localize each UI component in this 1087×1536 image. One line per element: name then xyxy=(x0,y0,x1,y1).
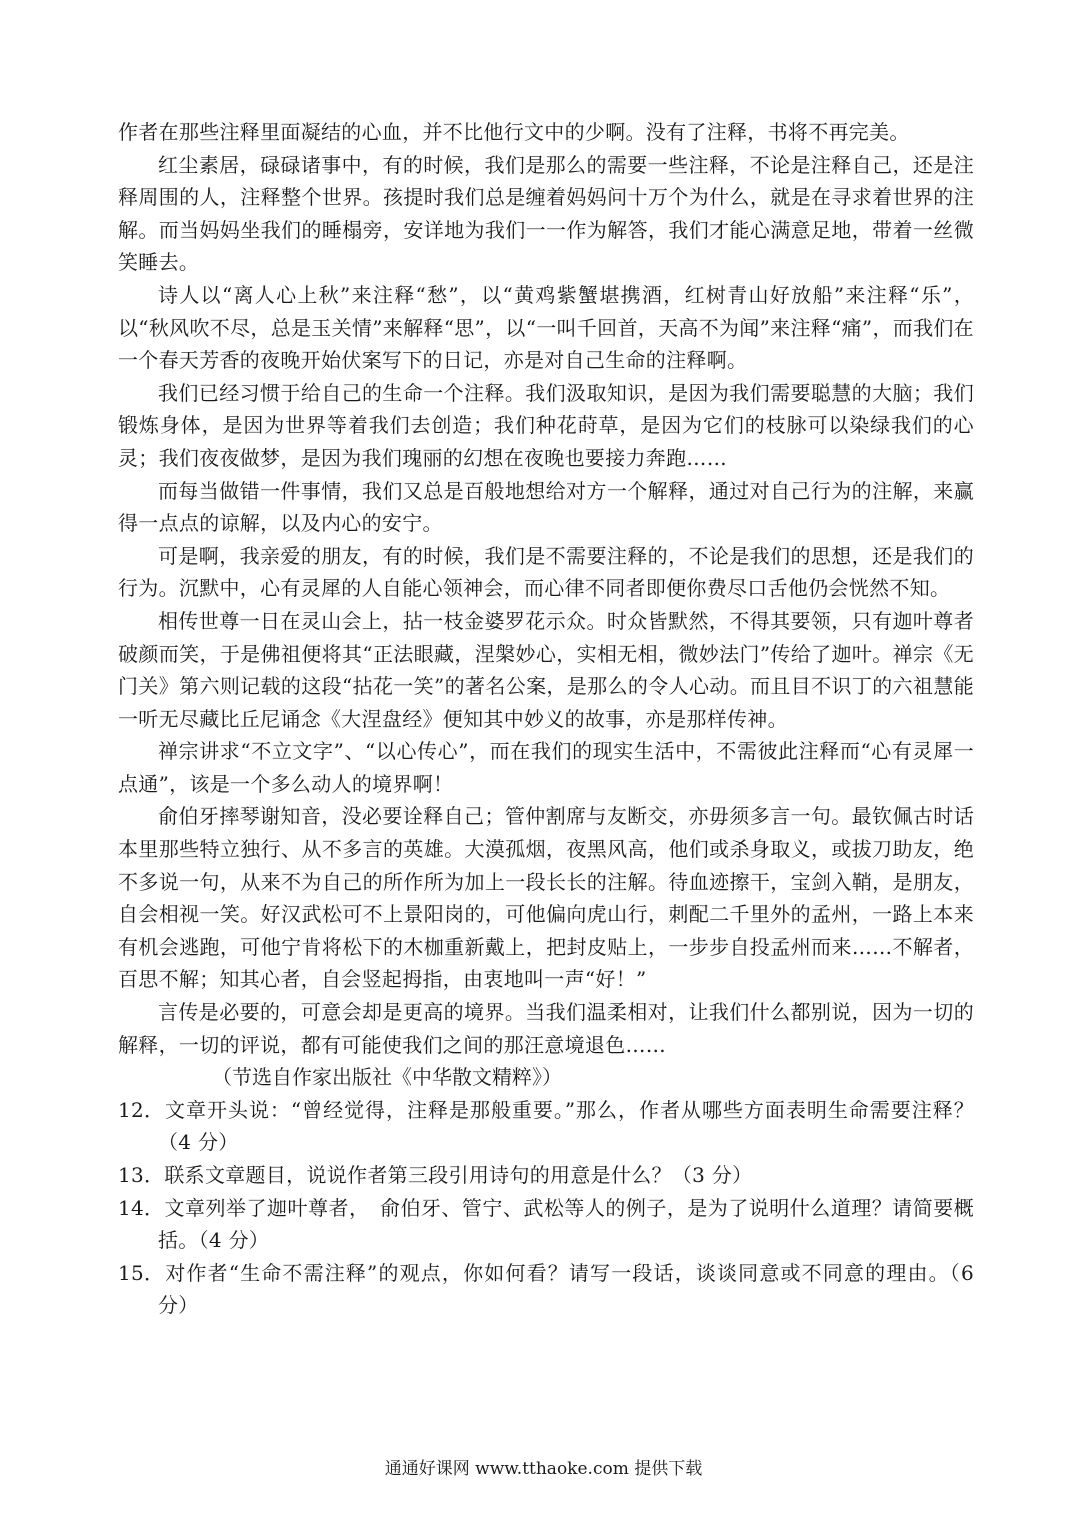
paragraph-8: 禅宗讲求“不立文字”、“以心传心”，而在我们的现实生活中，不需彼此注释而“心有灵犀一点通”，该是一个多么动人的境界啊！ xyxy=(118,739,974,796)
question-text: 文章开头说：“曾经觉得，注释是那般重要。”那么，作者从哪些方面表明生命需要注释？（4 分） xyxy=(158,1097,974,1155)
question-number: 14． xyxy=(118,1195,165,1220)
source-citation: （节选自作家出版社《中华散文精粹》） xyxy=(212,1065,562,1090)
question-text: 联系文章题目，说说作者第三段引用诗句的用意是什么？（3 分） xyxy=(164,1163,753,1187)
question-number: 15． xyxy=(118,1260,165,1285)
question-text: 文章列举了迦叶尊者， 俞伯牙、管宁、武松等人的例子，是为了说明什么道理？请简要概括。（4 分） xyxy=(158,1195,974,1253)
question-number: 13． xyxy=(118,1163,165,1187)
paragraph-9: 俞伯牙摔琴谢知音，没必要诠释自己；管仲割席与友断交，亦毋须多言一句。最钦佩古时话本里那些特立独行、从不多言的英雄。大漠孤烟，夜黑风高，他们或杀身取义，或拔刀助友，绝不多说一句，从来不为自己的所作所为加上一段长长的注解。待血迹擦干，宝剑入鞘，是朋友，自会相视一笑。好汉武松可不上景阳岗的，可他偏向虎山行，刺配二千里外的孟州，一路上本来有机会逃跑，可他宁肯将松下的木枷重新戴上，把封皮贴上，一步步自投孟州而来……不解者，百思不解；知其心者，自会竖起拇指，由衷地叫一声“好！” xyxy=(118,804,974,992)
paragraph-2: 红尘素居，碌碌诸事中，有的时候，我们是那么的需要一些注释，不论是注释自己，还是注释周围的人，注释整个世界。孩提时我们总是缠着妈妈问十万个为什么，就是在寻求着世界的注解。而当妈妈坐我们的睡榻旁，安详地为我们一一作为解答，我们才能心满意足地，带着一丝微笑睡去。 xyxy=(118,152,974,275)
paragraph-6: 可是啊，我亲爱的朋友，有的时候，我们是不需要注释的，不论是我们的思想，还是我们的行为。沉默中，心有灵犀的人自能心领神会，而心律不同者即便你费尽口舌他仍会恍然不知。 xyxy=(118,543,974,601)
paragraph-4: 我们已经习惯于给自己的生命一个注释。我们汲取知识，是因为我们需要聪慧的大脑；我们锻炼身体，是因为世界等着我们去创造；我们种花莳草，是因为它们的枝脉可以染绿我们的心灵；我们夜夜做梦，是因为我们瑰丽的幻想在夜晚也要接力奔跑…… xyxy=(118,380,974,470)
question-14 xyxy=(118,1192,974,1257)
paragraph-10: 言传是必要的，可意会却是更高的境界。当我们温柔相对，让我们什么都别说，因为一切的解释，一切的评说，都有可能使我们之间的那汪意境退色…… xyxy=(118,1000,974,1057)
question-number: 12． xyxy=(118,1097,165,1122)
paragraph-5: 而每当做错一件事情，我们又总是百般地想给对方一个解释，通过对自己行为的注解，来赢得一点点的谅解，以及内心的安宁。 xyxy=(118,478,974,536)
question-13 xyxy=(118,1159,974,1192)
question-15 xyxy=(118,1257,974,1322)
document-page xyxy=(118,116,974,1322)
paragraph-7: 相传世尊一日在灵山会上，拈一枝金婆罗花示众。时众皆默然，不得其要领，只有迦叶尊者破颜而笑，于是佛祖便将其“正法眼藏，涅槃妙心，实相无相，微妙法门”传给了迦叶。禅宗《无门关》第六则记载的这段“拈花一笑”的著名公案，是那么的令人心动。而且目不识丁的六祖慧能一听无尽藏比丘尼诵念《大涅盘经》便知其中妙义的故事，亦是那样传神。 xyxy=(118,608,974,731)
page-footer: 通通好课网 www.tthaoke.com 提供下载 xyxy=(384,1459,703,1479)
question-text: 对作者“生命不需注释”的观点，你如何看？请写一段话，谈谈同意或不同意的理由。（6 分） xyxy=(158,1260,974,1318)
paragraph-1: 作者在那些注释里面凝结的心血，并不比他行文中的少啊。没有了注释，书将不再完美。 xyxy=(118,120,910,144)
paragraph-3: 诗人以“离人心上秋”来注释“愁”，以“黄鸡紫蟹堪携酒，红树青山好放船”来注释“乐”，以“秋风吹不尽，总是玉关情”来解释“思”，以“一叫千回首，天高不为闻”来注释“痛”，而我们在一个春天芳香的夜晚开始伏案写下的日记，亦是对自己生命的注释啊。 xyxy=(118,282,974,373)
question-12 xyxy=(118,1094,974,1159)
